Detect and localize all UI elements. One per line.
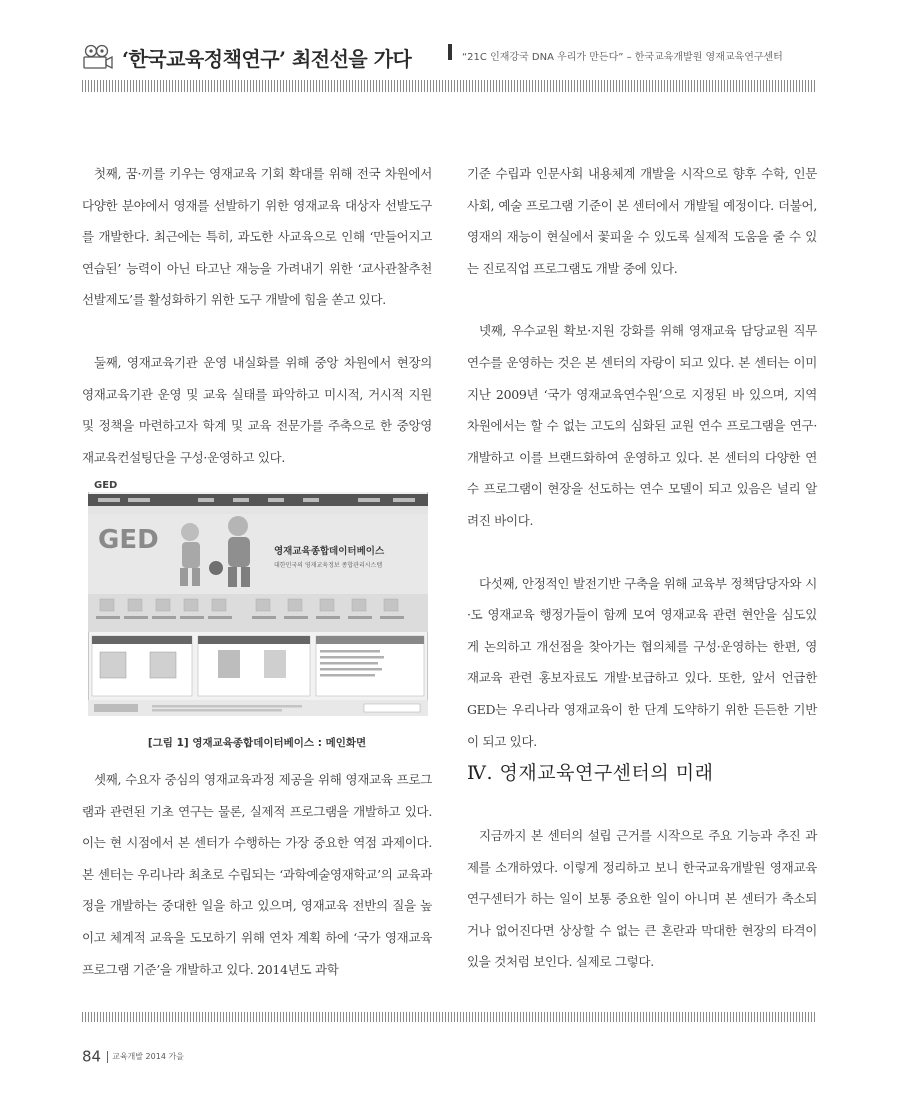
header-divider	[448, 44, 452, 60]
page-footer	[82, 1046, 184, 1066]
ged-banner-logo: GED	[98, 525, 159, 555]
series-title: ‘한국교육정책연구’ 최전선을 가다	[122, 47, 412, 71]
ged-small-logo: GED	[94, 480, 118, 491]
right-column	[467, 158, 817, 788]
paragraph: 기준 수립과 인문사회 내용체계 개발을 시작으로 향후 수학, 인문사회, 예술 프로그램 기준이 본 센터에서 개발될 예정이다. 더불어, 영재의 재능이 현실에서 꽃피울 수 있도록 실제적 도움을 줄 수 있는 진로직업 프로그램도 개발 중에 있다.	[467, 166, 817, 276]
left-column	[82, 158, 432, 504]
page-header	[82, 38, 817, 78]
paragraph: 둘째, 영재교육기관 운영 내실화를 위해 중앙 차원에서 현장의 영재교육기관 운영 및 교육 실태를 파악하고 미시적, 거시적 지원 및 정책을 마련하고자 학계 및 교육 전문가를 주축으로 한 중앙영재교육컨설팅단을 구성·운영하고 있다.	[82, 354, 432, 465]
left-column-lower	[82, 764, 432, 1016]
footer-stripe	[82, 1012, 817, 1022]
page-number: 84	[82, 1047, 102, 1066]
journal-name: 교육개발 2014 가을	[112, 1052, 184, 1061]
paragraph: 첫째, 꿈·끼를 키우는 영재교육 기회 확대를 위해 전국 차원에서 다양한 분야에서 영재를 선발하기 위한 영재교육 대상자 선발도구를 개발한다. 최근에는 특히, 과도한 사교육으로 인해 ‘만들어지고 연습된’ 능력이 아닌 타고난 재능을 가려내기 위한 ‘교사관찰추천선발제도’를 활성화하기 위한 도구 개발에 힘을 쏟고 있다.	[82, 166, 432, 308]
banner-subtitle: 대한민국의 영재교육정보 종합관리시스템	[274, 562, 383, 569]
figure-caption: [그림 1] 영재교육종합데이터베이스 : 메인화면	[147, 737, 367, 749]
series-subtitle: “21C 인재강국 DNA 우리가 만든다” – 한국교육개발원 영재교육연구센터	[462, 52, 783, 63]
paragraph: 넷째, 우수교원 확보·지원 강화를 위해 영재교육 담당교원 직무연수를 운영하는 것은 본 센터의 자랑이 되고 있다. 본 센터는 이미 지난 2009년 ‘국가 영재교육연수원’으로 지정된 바 있으며, 지역 차원에서는 할 수 없는 고도의 심화된 교원 연수 프로그램을 연구·개발하고 이를 브랜드화하여 운영하고 있다. 본 센터의 다양한 연수 프로그램이 현장을 선도하는 연수 모델이 되고 있음은 널리 알려진 바이다.	[467, 323, 817, 528]
film-camera-icon	[82, 44, 114, 70]
paragraph: 다섯째, 안정적인 발전기반 구축을 위해 교육부 정책담당자와 시·도 영재교육 행정가들이 함께 모여 영재교육 관련 현안을 심도있게 논의하고 개선점을 찾아가는 협의체를 구성·운영하는 한편, 영재교육 관련 홍보자료도 개발·보급하고 있다. 또한, 앞서 언급한 GED는 우리나라 영재교육이 한 단계 도약하기 위한 든든한 기반이 되고 있다.	[467, 575, 817, 749]
figure-screenshot	[88, 476, 428, 716]
footer-divider	[107, 1051, 108, 1063]
banner-title: 영재교육종합데이터베이스	[274, 546, 385, 557]
ged-website-screenshot	[88, 476, 428, 716]
right-column-lower	[467, 820, 817, 1009]
paragraph: 셋째, 수요자 중심의 영재교육과정 제공을 위해 영재교육 프로그램과 관련된 기초 연구는 물론, 실제적 프로그램을 개발하고 있다. 이는 현 시점에서 본 센터가 수행하는 가장 중요한 역점 과제이다. 본 센터는 우리나라 최초로 수립되는 ‘과학예술영재학교’의 교육과정을 개발하는 중대한 일을 하고 있으며, 영재교육 전반의 질을 높이고 체계적 교육을 도모하기 위해 연차 계획 하에 ‘국가 영재교육 프로그램 기준’을 개발하고 있다. 2014년도 과학	[82, 772, 432, 977]
header-stripe	[82, 80, 817, 92]
paragraph: 지금까지 본 센터의 설립 근거를 시작으로 주요 기능과 추진 과제를 소개하였다. 이렇게 정리하고 보니 한국교육개발원 영재교육연구센터가 하는 일이 보통 중요한 일이 아니며 본 센터가 축소되거나 없어진다면 상상할 수 없는 큰 혼란과 막대한 현장의 타격이 있을 것처럼 보인다. 실제로 그렇다.	[467, 828, 817, 970]
section-heading: Ⅳ. 영재교육연구센터의 미래	[467, 762, 714, 784]
